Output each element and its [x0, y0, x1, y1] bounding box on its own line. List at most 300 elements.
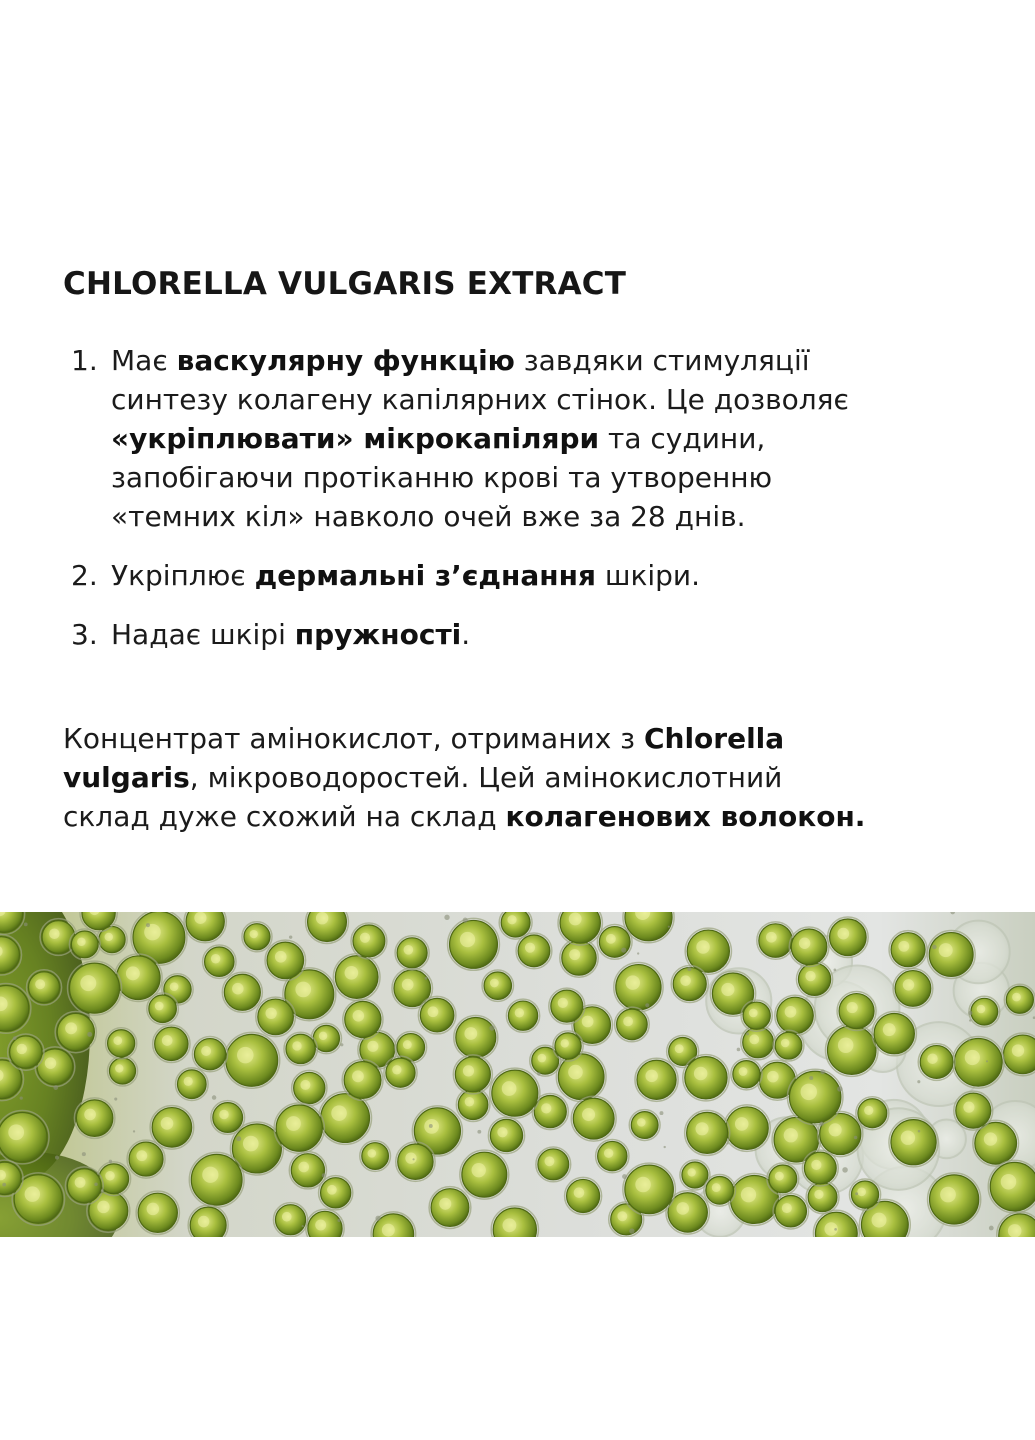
algae-cell [321, 1178, 351, 1208]
algae-cell [920, 1046, 953, 1079]
cell-highlight [232, 983, 244, 995]
algae-cell [706, 1177, 734, 1205]
algae-cell [492, 1070, 538, 1116]
algae-cell [777, 997, 813, 1033]
cell-highlight [237, 1047, 254, 1064]
cell-highlight [785, 1006, 797, 1018]
debris-dot [302, 1225, 304, 1227]
text-line [111, 419, 963, 458]
cell-highlight [202, 1167, 218, 1183]
debris-dot [429, 1124, 433, 1128]
cell-highlight [243, 1136, 259, 1152]
algae-cell [76, 1100, 112, 1136]
algae-cell [743, 1002, 770, 1029]
text-line [63, 797, 1003, 836]
algae-cell [397, 1034, 425, 1062]
cell-highlight [688, 1168, 696, 1176]
cell-highlight [837, 928, 849, 940]
cell-highlight [65, 1022, 77, 1034]
algae-cell [353, 925, 385, 957]
cell-highlight [490, 979, 499, 988]
algae-cell [616, 965, 661, 1010]
algae-cell [830, 919, 867, 956]
algae-cell [682, 1162, 708, 1188]
text-line [63, 758, 1003, 797]
list-item [63, 615, 963, 654]
cell-highlight [353, 1010, 365, 1022]
algae-cell [637, 1060, 676, 1099]
cell-highlight [392, 1065, 401, 1074]
cell-highlight [184, 1077, 193, 1086]
cell-highlight [170, 982, 179, 991]
cell-highlight [696, 940, 710, 954]
algae-cell [501, 912, 530, 937]
algae-cell [508, 1001, 537, 1030]
algae-cell [117, 956, 161, 1000]
cell-highlight [316, 912, 328, 924]
cell-highlight [561, 1039, 569, 1047]
cell-highlight [626, 975, 640, 989]
algae-cell [149, 995, 176, 1022]
algae-cell [294, 1072, 325, 1103]
text-run: «темних кіл» навколо очей вже за 28 днів. [111, 500, 746, 533]
cell-highlight [382, 1224, 395, 1237]
cell-highlight [352, 1070, 364, 1082]
algae-cell [344, 1062, 381, 1099]
cell-highlight [695, 1122, 708, 1135]
algae-cell [345, 1001, 381, 1037]
algae-cell [29, 972, 60, 1003]
cell-highlight [211, 954, 220, 963]
debris-dot [114, 1097, 117, 1100]
cell-highlight [977, 1005, 986, 1014]
cell-highlight [721, 983, 734, 996]
algae-cell [275, 1205, 305, 1235]
algae-cell [462, 1152, 507, 1197]
cell-highlight [558, 998, 568, 1008]
text-run: синтезу колагену капілярних стінок. Це дозволяє [111, 383, 849, 416]
debris-dot [746, 1032, 749, 1035]
debris-dot [660, 1111, 664, 1115]
text-line [111, 458, 963, 497]
debris-dot [375, 1216, 380, 1221]
algae-cell [397, 938, 427, 968]
algae-cell [599, 927, 630, 958]
cell-highlight [781, 1039, 790, 1048]
algae-cell [484, 972, 511, 999]
algae-cell [804, 1152, 836, 1184]
algae-cell [456, 1017, 496, 1057]
cell-highlight [606, 934, 616, 944]
cell-highlight [741, 1187, 756, 1202]
algae-cell [70, 963, 120, 1013]
cell-highlight [872, 1213, 887, 1228]
cell-highlight [645, 1070, 658, 1083]
bold-text: Chlorella [643, 722, 785, 755]
algae-cell [555, 1033, 581, 1059]
bold-text: пружності [294, 618, 462, 651]
text-run: Має [111, 344, 177, 377]
debris-dot [989, 1226, 994, 1231]
text-line [63, 719, 1003, 758]
debris-dot [645, 1003, 649, 1007]
algae-cell [455, 1057, 490, 1092]
debris-dot [819, 1122, 823, 1126]
cell-highlight [463, 1065, 474, 1076]
cell-highlight [404, 945, 414, 955]
cell-highlight [749, 1009, 758, 1018]
algae-cell [155, 1027, 188, 1060]
debris-dot [727, 1142, 729, 1144]
cell-highlight [857, 1188, 866, 1197]
algae-cell [14, 1175, 62, 1223]
cell-highlight [367, 1041, 378, 1052]
cell-highlight [801, 1084, 817, 1100]
cell-highlight [864, 1106, 873, 1115]
cell-highlight [439, 1198, 451, 1210]
algae-cell [798, 963, 830, 995]
cell-highlight [327, 1185, 337, 1195]
bold-text: колагенових волокон. [505, 800, 866, 833]
algae-cell [205, 947, 234, 976]
debris-dot [687, 967, 691, 971]
cell-highlight [402, 979, 414, 991]
cell-highlight [403, 1040, 412, 1049]
cell-highlight [901, 1130, 915, 1144]
algae-cell [398, 1144, 433, 1179]
algae-cell [244, 924, 270, 950]
algae-cell [71, 931, 98, 958]
list-number: 2. [71, 559, 98, 592]
cell-highlight [35, 979, 45, 989]
debris-dot [2, 1183, 6, 1187]
cell-highlight [84, 1109, 96, 1121]
algae-cell [551, 990, 583, 1022]
cell-highlight [147, 1203, 160, 1216]
cell-highlight [680, 975, 691, 986]
page-title: CHLORELLA VULGARIS EXTRACT [63, 266, 627, 302]
text-run: запобігаючи протіканню крові та утворенню [111, 461, 773, 494]
list-item [63, 341, 963, 536]
algae-cell [956, 1093, 991, 1128]
cell-highlight [162, 1035, 173, 1046]
algae-cell [567, 1179, 600, 1212]
debris-dot [629, 1228, 634, 1233]
text-run: Концентрат амінокислот, отриманих з [63, 722, 644, 755]
debris-dot [87, 1032, 92, 1037]
algae-cell [129, 1142, 163, 1176]
cell-highlight [582, 1016, 594, 1028]
cell-highlight [927, 1053, 938, 1064]
debris-dot [109, 1160, 112, 1163]
algae-cell [673, 967, 706, 1000]
debris-dot [834, 969, 837, 972]
cell-highlight [898, 941, 909, 952]
cell-highlight [300, 1080, 310, 1090]
algae-cell [191, 1154, 242, 1205]
cell-highlight [465, 1097, 474, 1106]
algae-cell [733, 1061, 760, 1088]
algae-cell [431, 1189, 469, 1227]
algae-cell [929, 933, 973, 977]
cell-highlight [1012, 1044, 1024, 1056]
cell-highlight [582, 1108, 595, 1121]
cell-highlight [282, 1212, 292, 1222]
debris-dot [82, 1152, 86, 1156]
debris-dot [737, 1048, 741, 1052]
algae-cell [213, 1103, 243, 1133]
debris-dot [133, 1130, 135, 1132]
algae-cell [726, 1107, 768, 1149]
cell-highlight [17, 1044, 27, 1054]
cell-highlight [1012, 993, 1021, 1002]
cell-highlight [694, 1067, 708, 1081]
algae-cell [954, 1038, 1002, 1086]
algae-cell [769, 1165, 797, 1193]
algae-cell [108, 1030, 135, 1057]
cell-highlight [507, 915, 516, 924]
cell-highlight [574, 1187, 585, 1198]
cell-highlight [198, 1216, 210, 1228]
algae-cell [874, 1014, 914, 1054]
cell-highlight [965, 1050, 980, 1065]
cell-highlight [545, 1156, 555, 1166]
cell-highlight [194, 912, 206, 924]
bold-text: васкулярну функцію [176, 344, 515, 377]
cell-highlight [1001, 1174, 1017, 1190]
cell-highlight [319, 1032, 327, 1040]
cell-highlight [105, 1171, 115, 1181]
cell-highlight [331, 1105, 347, 1121]
text-run: Укріплює [111, 559, 255, 592]
cell-highlight [502, 1218, 516, 1232]
algae-cell [617, 1009, 648, 1040]
cell-highlight [115, 1064, 123, 1072]
cell-highlight [219, 1110, 229, 1120]
algae-cell [791, 929, 827, 965]
text-run: . [461, 618, 471, 651]
cell-highlight [676, 1202, 689, 1215]
debris-dot [340, 1043, 343, 1046]
text-line [111, 341, 963, 380]
cell-highlight [405, 1153, 416, 1164]
cell-highlight [883, 1023, 896, 1036]
cell-highlight [784, 1128, 798, 1142]
cell-highlight [739, 1067, 748, 1076]
algae-cell [177, 1070, 206, 1099]
cell-highlight [541, 1103, 551, 1113]
cell-highlight [675, 1044, 684, 1053]
algae-cell [152, 1108, 192, 1148]
debris-dot [668, 926, 670, 928]
cell-highlight [460, 932, 475, 947]
algae-cell [685, 1057, 727, 1099]
bold-text: «укріплювати» мікрокапіляри [111, 422, 600, 455]
algae-cell [386, 1058, 415, 1087]
list-item [63, 556, 963, 595]
bold-text: vulgaris [63, 761, 190, 794]
text-run: Надає шкірі [111, 618, 295, 651]
summary-paragraph [63, 719, 1003, 836]
text-run: шкіри. [595, 559, 701, 592]
debris-dot [842, 1167, 848, 1173]
algae-cell [138, 1193, 177, 1232]
algae-cell [827, 1026, 876, 1075]
debris-dot [337, 1219, 340, 1222]
cell-highlight [136, 1150, 147, 1161]
debris-dot [94, 1182, 98, 1186]
cell-highlight [525, 943, 535, 953]
algae-cell [930, 1175, 979, 1224]
algae-cell [808, 1183, 837, 1212]
cell-highlight [368, 1149, 377, 1158]
debris-dot [537, 1072, 541, 1076]
cell-highlight [766, 932, 777, 943]
algae-cell [1006, 986, 1033, 1013]
cell-highlight [623, 1016, 633, 1026]
algae-cell [335, 956, 378, 999]
cell-highlight [838, 1037, 854, 1053]
cell-highlight [569, 912, 582, 925]
cell-highlight [538, 1054, 547, 1063]
debris-dot [236, 1136, 241, 1141]
cell-highlight [515, 1008, 524, 1017]
benefit-text [111, 615, 963, 654]
algae-cell [450, 920, 498, 968]
debris-dot [932, 945, 936, 949]
cell-highlight [464, 1027, 477, 1040]
algae-cell [789, 1071, 840, 1122]
cell-highlight [298, 1162, 309, 1173]
cell-highlight [497, 1127, 507, 1137]
algae-cell [291, 1154, 324, 1187]
cell-highlight [617, 1211, 627, 1221]
algae-cell [895, 971, 931, 1007]
algae-cell [362, 1143, 389, 1170]
text-line [111, 497, 963, 536]
cell-highlight [201, 1046, 211, 1056]
cell-highlight [775, 1172, 784, 1181]
cell-highlight [635, 1177, 651, 1193]
debris-dot [837, 1086, 842, 1091]
cell-highlight [963, 1102, 974, 1113]
debris-dot [412, 1158, 414, 1160]
benefit-text [111, 556, 963, 595]
benefit-list [63, 341, 963, 654]
cell-highlight [265, 1008, 276, 1019]
cell-highlight [360, 933, 370, 943]
cell-highlight [799, 938, 810, 949]
debris-dot [855, 1192, 858, 1195]
debris-dot [854, 1136, 858, 1140]
cell-highlight [97, 1201, 109, 1213]
debris-dot [809, 1076, 813, 1080]
cell-highlight [568, 1065, 583, 1080]
algae-cell [518, 935, 550, 967]
cell-highlight [712, 1183, 721, 1192]
cell-highlight [940, 1187, 956, 1203]
debris-dot [968, 1011, 972, 1015]
cell-highlight [939, 943, 953, 957]
algae-cell [625, 1165, 674, 1214]
debris-dot [53, 1085, 58, 1090]
algae-cell [57, 1013, 94, 1050]
algae-cell [775, 1032, 802, 1059]
algae-cell [276, 1105, 322, 1151]
algae-cell [891, 933, 925, 967]
cell-highlight [805, 971, 815, 981]
cell-highlight [105, 933, 113, 941]
algae-cell [562, 941, 596, 975]
cell-highlight [345, 966, 359, 980]
list-number: 3. [71, 618, 98, 651]
text-run: склад дуже схожий на склад [63, 800, 506, 833]
cell-highlight [735, 1117, 749, 1131]
debris-dot [968, 1039, 970, 1041]
cell-highlight [286, 1116, 301, 1131]
list-number: 1. [71, 344, 98, 377]
debris-dot [918, 1130, 921, 1133]
debris-dot [20, 1096, 23, 1099]
algae-cell [490, 1119, 522, 1151]
algae-cell [631, 1112, 658, 1139]
cell-highlight [161, 1117, 174, 1130]
algae-cell [573, 1098, 614, 1139]
text-run: завдяки стимуляції [514, 344, 810, 377]
cell-highlight [847, 1002, 858, 1013]
cell-highlight [749, 1034, 759, 1044]
algae-cell [598, 1141, 627, 1170]
algae-cell [258, 999, 294, 1035]
algae-cell [971, 998, 998, 1025]
text-line [111, 615, 963, 654]
cell-highlight [903, 979, 914, 990]
text-run: та судини, [599, 422, 766, 455]
debris-dot [146, 923, 150, 927]
text-line [111, 380, 963, 419]
algae-cell [858, 1099, 887, 1128]
text-line [111, 556, 963, 595]
cell-highlight [315, 1220, 326, 1231]
cell-highlight [472, 1163, 486, 1177]
debris-dot [969, 1019, 971, 1021]
algae-cell [194, 1039, 225, 1070]
cell-highlight [49, 928, 59, 938]
algae-cell [891, 1120, 936, 1165]
algae-cell [99, 926, 125, 952]
debris-dot [463, 918, 468, 923]
cell-highlight [75, 1177, 86, 1188]
cell-highlight [782, 1203, 792, 1213]
algae-cell [224, 974, 260, 1010]
algae-cell [839, 994, 874, 1029]
algae-cell [775, 1196, 806, 1227]
cell-highlight [292, 1041, 301, 1050]
algae-cell [538, 1149, 569, 1180]
debris-dot [55, 1155, 59, 1159]
algae-cell [759, 924, 792, 957]
debris-dot [834, 1228, 837, 1231]
cell-highlight [984, 1132, 997, 1145]
cell-highlight [295, 982, 311, 998]
algae-cell [226, 1034, 278, 1086]
debris-dot [917, 1080, 920, 1083]
cell-highlight [8, 1124, 24, 1140]
debris-dot [621, 947, 626, 952]
cell-highlight [25, 1186, 40, 1201]
debris-dot [425, 977, 428, 980]
cell-highlight [77, 937, 86, 946]
